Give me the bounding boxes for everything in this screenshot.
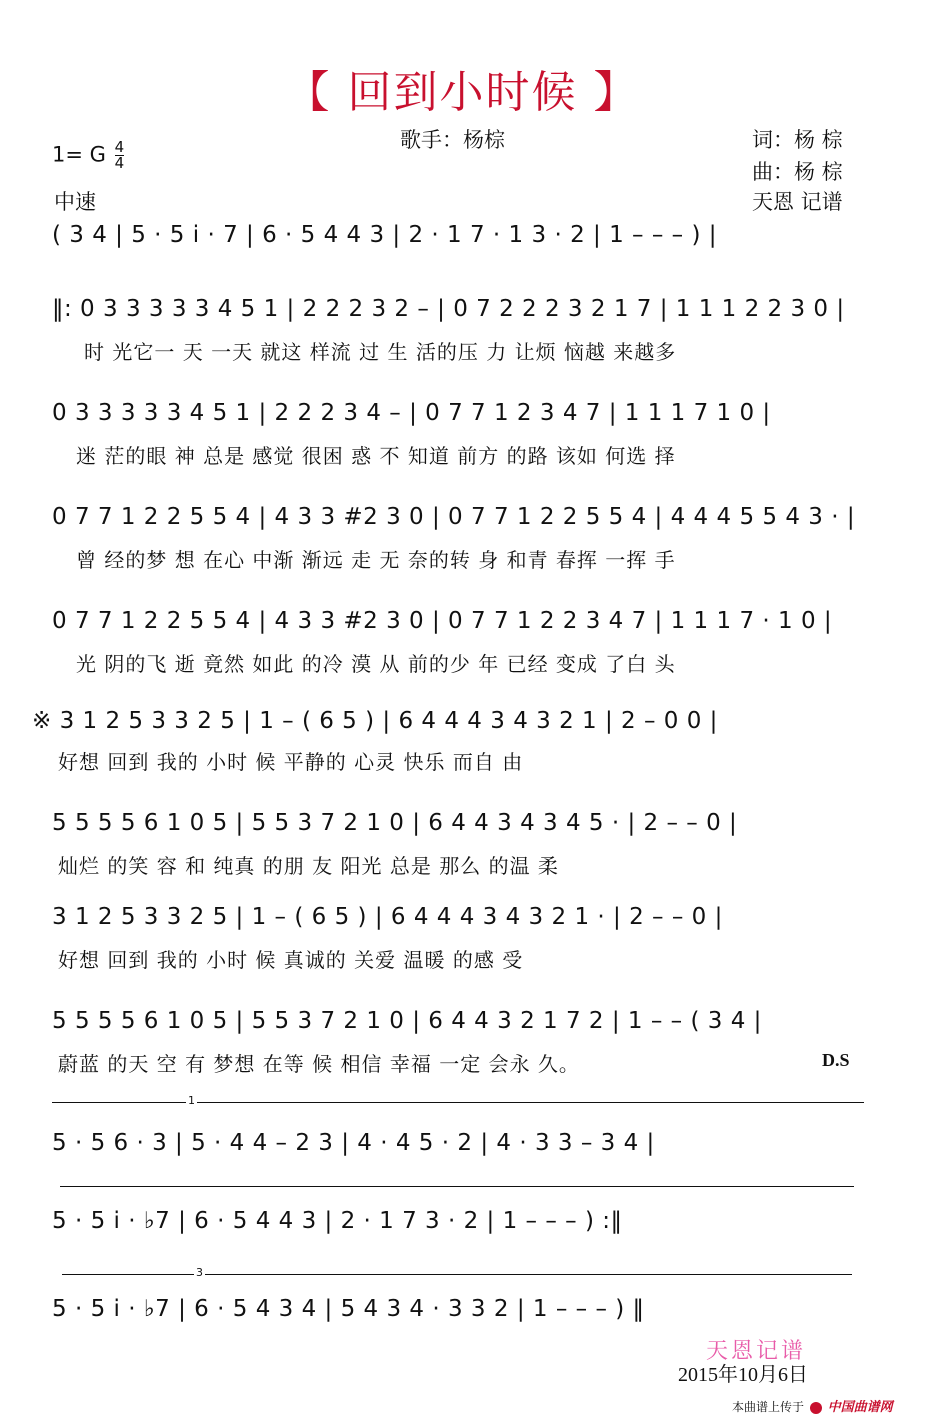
score-row-12-notes: 5 · 5 i · ♭7 | 6 · 5 4 3 4 | 5 4 3 4 · 3 3 2 | 1 – – – ) ‖ xyxy=(52,1296,645,1322)
composer-label: 曲：杨 棕 xyxy=(752,160,843,184)
volta-bracket-2 xyxy=(60,1186,854,1187)
score-row-7-notes: 5 5 5 5 6 1 0 5 | 5 5 3 7 2 1 0 | 6 4 4 3 4 3 4 5 · | 2 – – 0 | xyxy=(52,810,738,836)
date-label: 2015年10月6日 xyxy=(678,1364,808,1386)
score-row-9-notes: 5 5 5 5 6 1 0 5 | 5 5 3 7 2 1 0 | 6 4 4 3 2 1 7 2 | 1 – – ( 3 4 | xyxy=(52,1008,762,1034)
score-row-8-notes: 3 1 2 5 3 3 2 5 | 1 – ( 6 5 ) | 6 4 4 4 3 4 3 2 1 · | 2 – – 0 | xyxy=(52,904,723,930)
footer-text xyxy=(732,1396,893,1415)
score-row-3-notes: 0 3 3 3 3 3 4 5 1 | 2 2 2 3 4 – | 0 7 7 1 2 3 4 7 | 1 1 1 7 1 0 | xyxy=(52,400,771,426)
signature-stamp: 天恩记谱 xyxy=(706,1339,807,1364)
key-signature xyxy=(52,140,124,171)
score-row-4-notes: 0 7 7 1 2 2 5 5 4 | 4 3 3 #2 3 0 | 0 7 7 1 2 2 5 5 4 | 4 4 4 5 5 4 3 · | xyxy=(52,504,856,530)
singer-label: 歌手：杨棕 xyxy=(400,128,505,152)
score-row-3-lyrics: 迷 茫的眼 神 总是 感觉 很困 惑 不 知道 前方 的路 该如 何选 择 xyxy=(76,444,676,468)
score-row-10-notes: 5 · 5 6 · 3 | 5 · 4 4 – 2 3 | 4 · 4 5 · 2 | 4 · 3 3 – 3 4 | xyxy=(52,1130,655,1156)
score-row-2-notes: ‖: 0 3 3 3 3 3 4 5 1 | 2 2 2 3 2 – | 0 7 2 2 2 3 2 1 7 | 1 1 1 2 2 3 0 | xyxy=(52,296,845,322)
score-row-11-notes: 5 · 5 i · ♭7 | 6 · 5 4 4 3 | 2 · 1 7 3 · 2 | 1 – – – ) :‖ xyxy=(52,1208,623,1234)
volta-bracket-3 xyxy=(62,1266,852,1279)
footer-brand-link[interactable]: 中国曲谱网 xyxy=(827,1400,893,1415)
volta-3-label: 3 xyxy=(196,1266,203,1279)
score-row-4-lyrics: 曾 经的梦 想 在心 中渐 渐远 走 无 奈的转 身 和青 春挥 一挥 手 xyxy=(76,548,676,572)
transcriber-label: 天恩 记谱 xyxy=(752,190,843,214)
score-row-6-lyrics: 好想 回到 我的 小时 候 平静的 心灵 快乐 而自 由 xyxy=(58,750,524,774)
score-row-2-lyrics: 时 光它一 天 一天 就这 样流 过 生 活的压 力 让烦 恼越 来越多 xyxy=(84,340,677,364)
key-label: 1= G xyxy=(52,142,106,167)
score-row-5-lyrics: 光 阴的飞 逝 竟然 如此 的冷 漠 从 前的少 年 已经 变成 了白 头 xyxy=(76,652,676,676)
score-row-7-lyrics: 灿烂 的笑 容 和 纯真 的朋 友 阳光 总是 那么 的温 柔 xyxy=(58,854,559,878)
score-row-9-lyrics: 蔚蓝 的天 空 有 梦想 在等 候 相信 幸福 一定 会永 久。 xyxy=(58,1052,580,1076)
score-row-1-notes: ( 3 4 | 5 · 5 i · 7 | 6 · 5 4 4 3 | 2 · 1 7 · 1 3 · 2 | 1 – – – ) | xyxy=(52,222,717,248)
logo-icon xyxy=(810,1402,822,1414)
score-row-6-notes: ※ 3 1 2 5 3 3 2 5 | 1 – ( 6 5 ) | 6 4 4 4 3 4 3 2 1 | 2 – 0 0 | xyxy=(32,708,718,734)
score-row-8-lyrics: 好想 回到 我的 小时 候 真诚的 关爱 温暖 的感 受 xyxy=(58,948,524,972)
tempo-label: 中速 xyxy=(54,190,96,214)
ds-mark: D.S xyxy=(822,1050,850,1070)
score-row-5-notes: 0 7 7 1 2 2 5 5 4 | 4 3 3 #2 3 0 | 0 7 7 1 2 2 3 4 7 | 1 1 1 7 · 1 0 | xyxy=(52,608,833,634)
lyricist-label: 词：杨 棕 xyxy=(752,128,843,152)
volta-bracket-1 xyxy=(52,1094,864,1107)
footer-upload-text: 本曲谱上传于 xyxy=(732,1400,805,1414)
time-signature: $\frac{4}{4}$ xyxy=(114,138,125,172)
page-title: 【 回到小时候 】 xyxy=(285,67,640,118)
volta-1-label: 1 xyxy=(188,1094,195,1107)
